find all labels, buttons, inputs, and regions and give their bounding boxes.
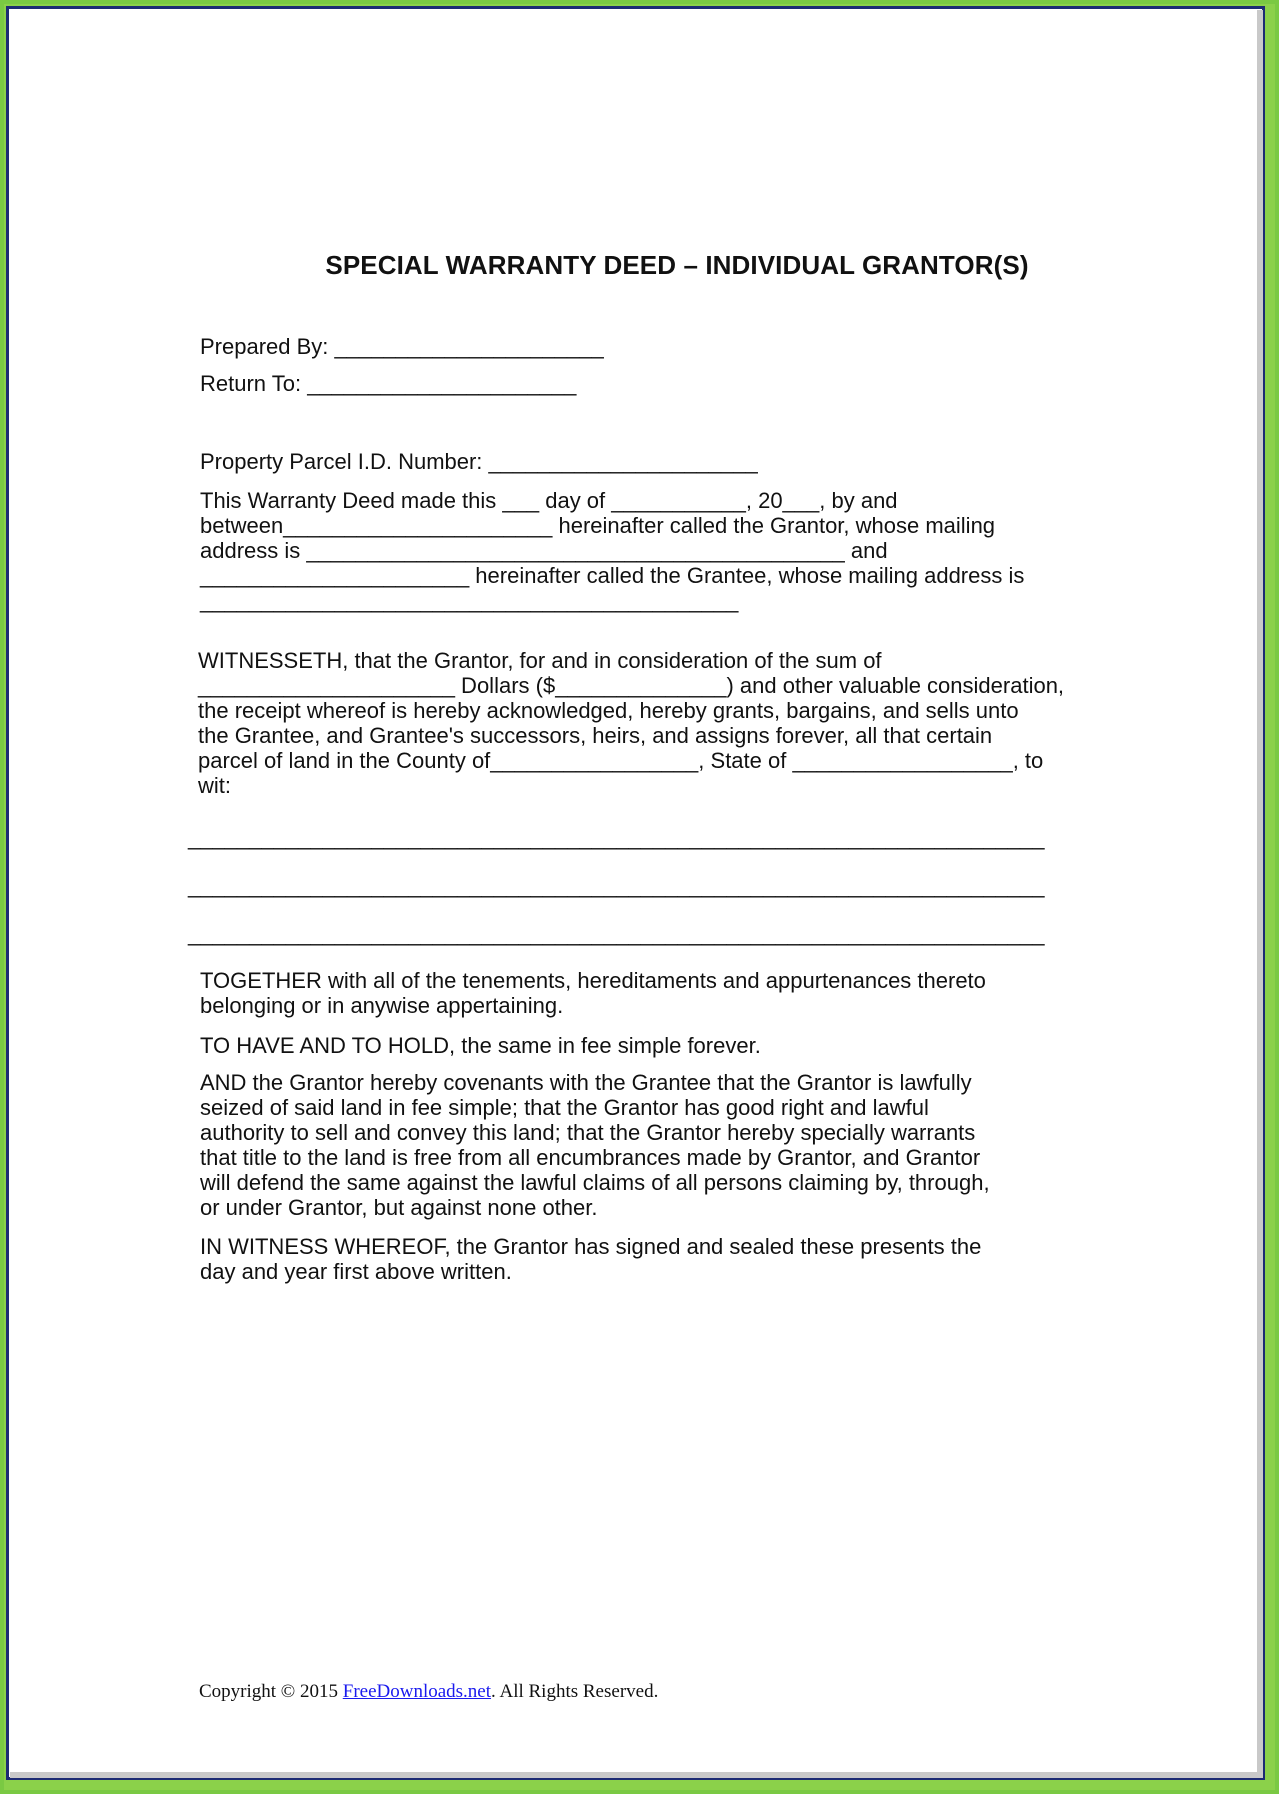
witness-whereof-paragraph [200,1234,981,1284]
witnesseth-line: the Grantee, and Grantee's successors, heirs, and assigns forever, all that certain [198,723,993,748]
witness-line: IN WITNESS WHEREOF, the Grantor has signed and sealed these presents the [200,1234,982,1259]
prepared-by-field: Prepared By: ______________________ [200,334,604,359]
copyright-suffix: . All Rights Reserved. [491,1681,659,1702]
witnesseth-line: parcel of land in the County of_________________, State of __________________, to [198,748,1044,773]
intro-line: between______________________ hereinafter called the Grantor, whose mailing [200,513,996,538]
intro-line: This Warranty Deed made this ___ day of ___________, 20___, by and [200,488,898,513]
together-paragraph [200,968,986,1018]
legal-description-blank: ______________________________________________________________________ [188,873,1045,898]
legal-description-blank: ______________________________________________________________________ [188,921,1045,946]
document-page [10,10,1263,1778]
return-to-field: Return To: ______________________ [200,371,577,396]
copyright-footer [199,1681,658,1703]
covenant-line: seized of said land in fee simple; that the Grantor has good right and lawful [200,1095,929,1120]
together-line: belonging or in anywise appertaining. [200,993,564,1018]
parcel-id-field: Property Parcel I.D. Number: ______________________ [200,449,758,474]
copyright-prefix: Copyright © 2015 [199,1681,343,1702]
legal-description-blank: ______________________________________________________________________ [188,825,1045,850]
covenant-paragraph [200,1070,990,1220]
witnesseth-line: _____________________ Dollars ($______________) and other valuable consideration, [198,673,1065,698]
witnesseth-line: wit: [198,773,231,798]
freedownloads-link[interactable]: FreeDownloads.net [342,1681,492,1702]
document-title: SPECIAL WARRANTY DEED – INDIVIDUAL GRANTOR(S) [325,250,1029,280]
witness-line: day and year first above written. [200,1259,512,1284]
document-body [10,10,1263,1778]
to-have-paragraph: TO HAVE AND TO HOLD, the same in fee simple forever. [200,1033,761,1058]
covenant-line: AND the Grantor hereby covenants with the Grantee that the Grantor is lawfully [200,1070,972,1095]
intro-line: ______________________ hereinafter called the Grantee, whose mailing address is [200,563,1025,588]
covenant-line: will defend the same against the lawful claims of all persons claiming by, through, [200,1170,990,1195]
witnesseth-line: WITNESSETH, that the Grantor, for and in consideration of the sum of [198,648,882,673]
intro-line: ____________________________________________ [200,588,739,613]
together-line: TOGETHER with all of the tenements, hereditaments and appurtenances thereto [200,968,986,993]
intro-line: address is ____________________________________________ and [200,538,888,563]
witnesseth-paragraph [198,648,1064,798]
covenant-line: that title to the land is free from all encumbrances made by Grantor, and Grantor [200,1145,981,1170]
covenant-line: authority to sell and convey this land; that the Grantor hereby specially warrants [200,1120,976,1145]
witnesseth-line: the receipt whereof is hereby acknowledged, hereby grants, bargains, and sells unto [198,698,1019,723]
intro-paragraph [200,488,1024,613]
covenant-line: or under Grantor, but against none other. [200,1195,598,1220]
